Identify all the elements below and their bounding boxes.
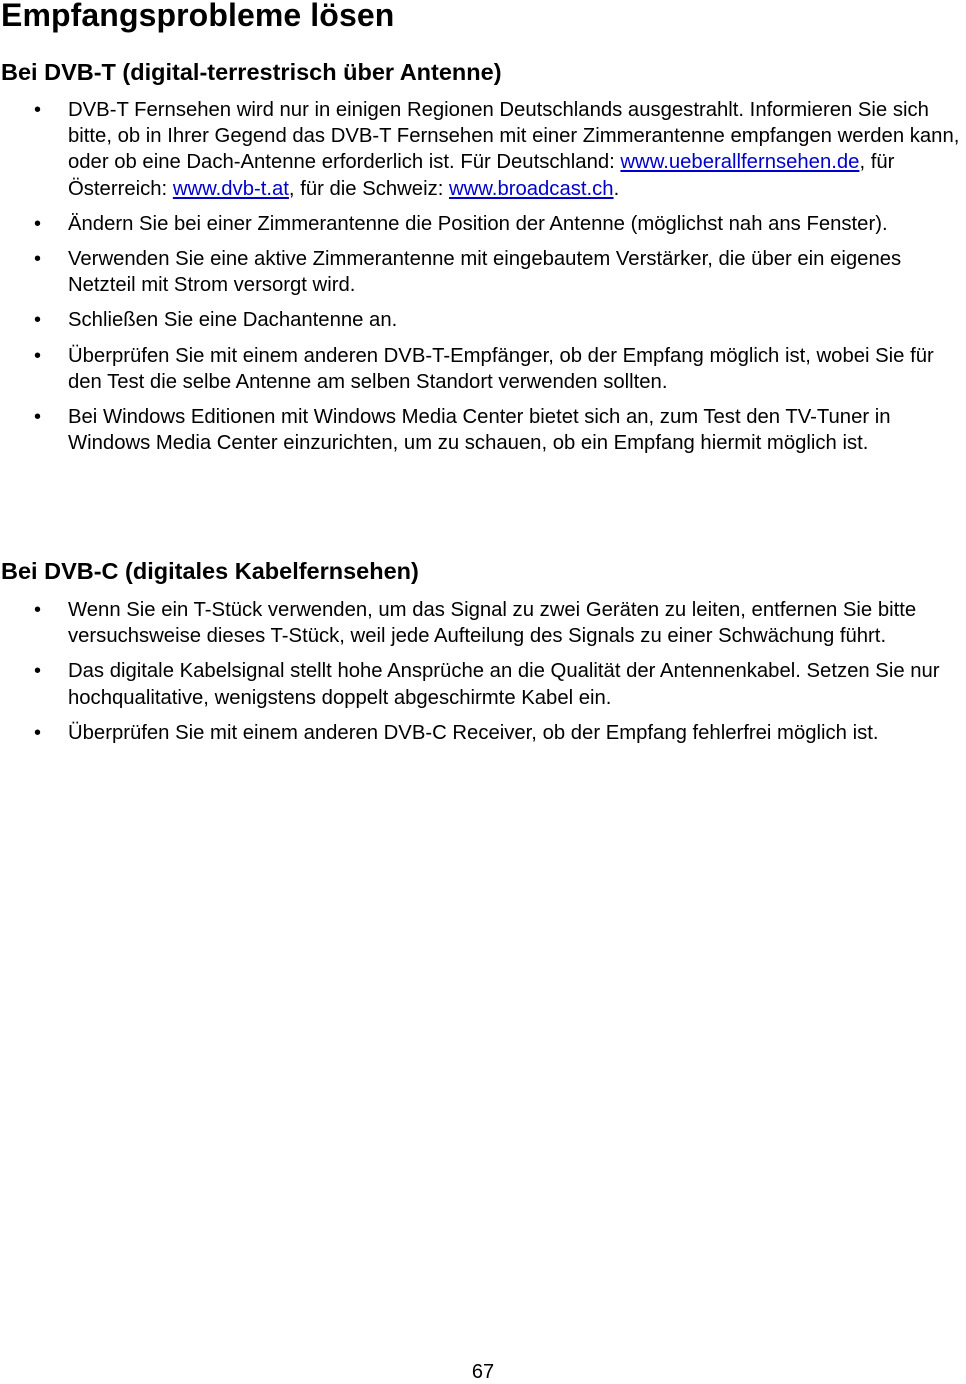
section-heading-dvb-t: Bei DVB-T (digital-terrestrisch über Antenne)	[1, 59, 502, 85]
bullet-icon: •	[34, 721, 42, 744]
list-item	[0, 404, 966, 456]
list-item-text: .	[613, 177, 620, 200]
list-item-text: Überprüfen Sie mit einem anderen DVB-T-Empfänger, ob der Empfang möglich ist, wobei Sie für den Test die selbe Antenne am selben Standort verwenden sollten.	[68, 344, 934, 393]
dvb-c-tips-list	[0, 597, 966, 755]
bullet-icon: •	[34, 212, 42, 235]
list-item-text: Ändern Sie bei einer Zimmerantenne die Position der Antenne (möglichst nah ans Fenster).	[68, 212, 888, 235]
bullet-icon: •	[34, 309, 42, 332]
bullet-icon: •	[34, 248, 42, 271]
list-item-text: Wenn Sie ein T-Stück verwenden, um das Signal zu zwei Geräten zu leiten, entfernen Sie bitte versuchsweise dieses T-Stück, weil jede Aufteilung des Signals zu einer Schwächung führt.	[68, 599, 917, 648]
list-item-text: , für Österreich:	[68, 151, 895, 200]
list-item	[0, 343, 966, 395]
list-item-text: Überprüfen Sie mit einem anderen DVB-C Receiver, ob der Empfang fehlerfrei möglich ist.	[68, 721, 879, 744]
bullet-icon: •	[34, 599, 42, 621]
list-item	[0, 246, 966, 298]
list-item-text: Schließen Sie eine Dachantenne an.	[68, 309, 398, 332]
list-item-text: Bei Windows Editionen mit Windows Media Center bietet sich an, zum Test den TV-Tuner in Windows Media Center einzurichten, um zu schauen, ob ein Empfang hiermit möglich ist.	[68, 406, 891, 455]
page-number: 67	[471, 1361, 495, 1383]
link-broadcast-ch[interactable]: www.broadcast.ch	[448, 177, 614, 200]
list-item	[0, 597, 966, 649]
list-item-text: DVB-T Fernsehen wird nur in einigen Regionen Deutschlands ausgestrahlt. Informieren Sie sich bitte, ob in Ihrer Gegend das DVB-T Fernsehen mit einer Zimmerantenne empfangen werden kann, oder ob eine Dach-Antenne erforderlich ist. Für Deutschland:	[68, 99, 960, 174]
list-item-text: Das digitale Kabelsignal stellt hohe Ansprüche an die Qualität der Antennenkabel. Setzen Sie nur hochqualitative, wenigstens doppelt abgeschirmte Kabel ein.	[68, 660, 940, 709]
list-item	[0, 658, 966, 710]
list-item	[0, 211, 966, 237]
page-title: Empfangsprobleme lösen	[1, 0, 395, 33]
list-item-text: Verwenden Sie eine aktive Zimmerantenne mit eingebautem Verstärker, die über ein eigenes Netzteil mit Strom versorgt wird.	[68, 248, 902, 297]
list-item	[0, 97, 966, 202]
bullet-icon: •	[34, 406, 42, 429]
list-item	[0, 720, 966, 746]
list-item-text: , für die Schweiz:	[288, 177, 449, 200]
section-heading-dvb-c: Bei DVB-C (digitales Kabelfernsehen)	[1, 558, 419, 584]
link-dvb-t-at[interactable]: www.dvb-t.at	[172, 177, 289, 200]
bullet-icon: •	[34, 99, 42, 121]
bullet-icon: •	[34, 344, 42, 367]
link-ueberallfernsehen[interactable]: www.ueberallfernsehen.de	[620, 151, 860, 174]
bullet-icon: •	[34, 660, 42, 683]
dvb-t-tips-list	[0, 97, 966, 465]
list-item	[0, 307, 966, 333]
